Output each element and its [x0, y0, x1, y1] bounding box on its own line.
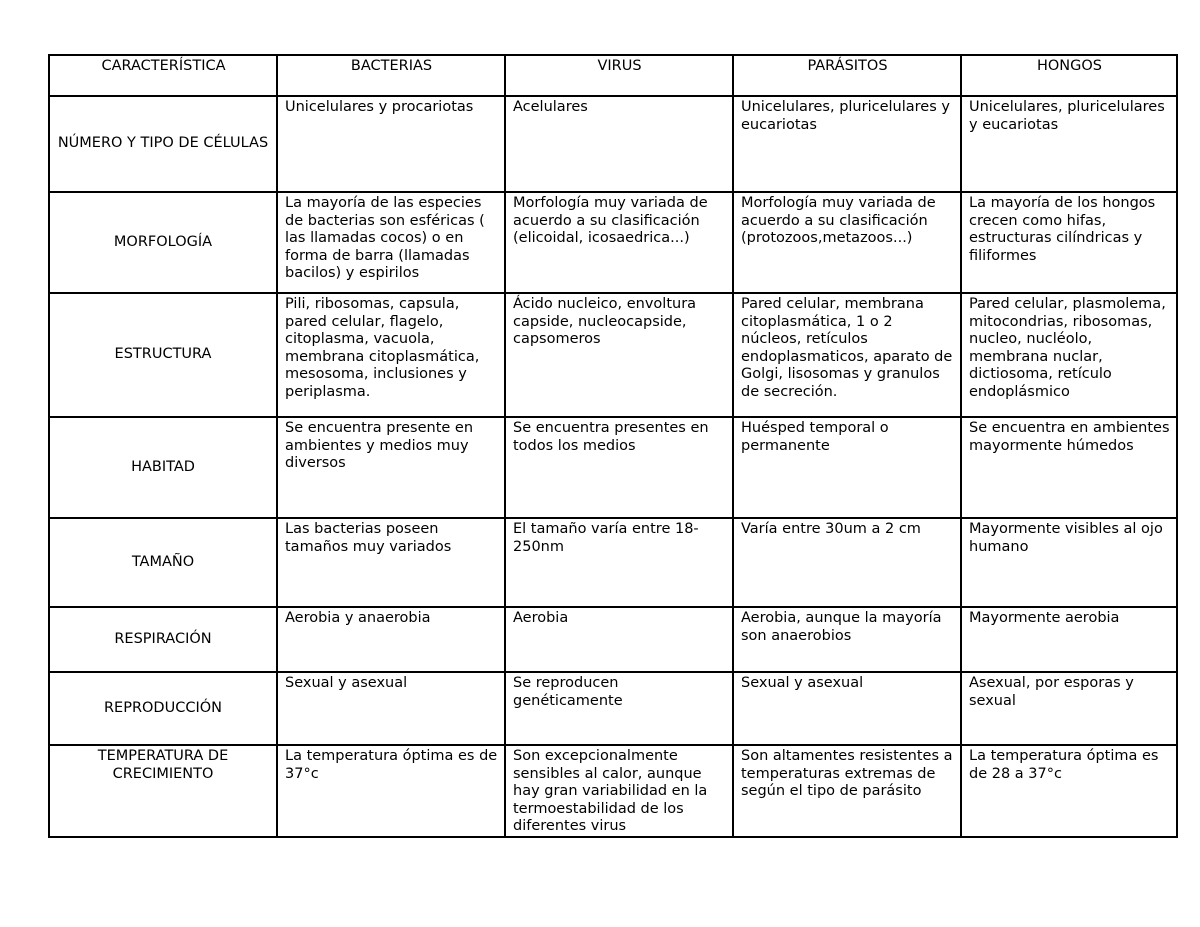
cell-virus: Aerobia [505, 607, 733, 672]
cell-parasitos: Varía entre 30um a 2 cm [733, 518, 961, 607]
header-virus: VIRUS [505, 55, 733, 96]
cell-hongos: Se encuentra en ambientes mayormente húmedos [961, 417, 1177, 518]
cell-virus: Son excepcionalmente sensibles al calor, aunque hay gran variabilidad en la termoestabilidad de los diferentes virus [505, 745, 733, 837]
header-caracteristica: CARACTERÍSTICA [49, 55, 277, 96]
header-parasitos: PARÁSITOS [733, 55, 961, 96]
table-row [49, 607, 1177, 672]
table-row [49, 417, 1177, 518]
row-label-numero-tipo-celulas: NÚMERO Y TIPO DE CÉLULAS [49, 96, 277, 192]
row-label-morfologia: MORFOLOGÍA [49, 192, 277, 293]
cell-virus: Morfología muy variada de acuerdo a su clasificación (elicoidal, icosaedrica...) [505, 192, 733, 293]
table-row [49, 96, 1177, 192]
row-label-estructura: ESTRUCTURA [49, 293, 277, 417]
row-label-temperatura-crecimiento: TEMPERATURA DE CRECIMIENTO [49, 745, 277, 837]
cell-bacterias: Pili, ribosomas, capsula, pared celular, flagelo, citoplasma, vacuola, membrana citoplasmática, mesosoma, inclusiones y periplasma. [277, 293, 505, 417]
cell-parasitos: Son altamentes resistentes a temperaturas extremas de según el tipo de parásito [733, 745, 961, 837]
cell-virus: Ácido nucleico, envoltura capside, nucleocapside, capsomeros [505, 293, 733, 417]
cell-virus: Se encuentra presentes en todos los medios [505, 417, 733, 518]
row-label-reproduccion: REPRODUCCIÓN [49, 672, 277, 745]
cell-hongos: Unicelulares, pluricelulares y eucariotas [961, 96, 1177, 192]
header-bacterias: BACTERIAS [277, 55, 505, 96]
cell-bacterias: La temperatura óptima es de 37°c [277, 745, 505, 837]
table-row [49, 672, 1177, 745]
cell-parasitos: Unicelulares, pluricelulares y eucariotas [733, 96, 961, 192]
cell-hongos: Mayormente visibles al ojo humano [961, 518, 1177, 607]
cell-virus: Acelulares [505, 96, 733, 192]
cell-bacterias: Aerobia y anaerobia [277, 607, 505, 672]
cell-virus: Se reproducen genéticamente [505, 672, 733, 745]
cell-bacterias: Se encuentra presente en ambientes y medios muy diversos [277, 417, 505, 518]
header-hongos: HONGOS [961, 55, 1177, 96]
row-label-tamano: TAMAÑO [49, 518, 277, 607]
cell-bacterias: La mayoría de las especies de bacterias son esféricas ( las llamadas cocos) o en forma de barra (llamadas bacilos) y espirilos [277, 192, 505, 293]
cell-hongos: La temperatura óptima es de 28 a 37°c [961, 745, 1177, 837]
cell-bacterias: Unicelulares y procariotas [277, 96, 505, 192]
comparison-table [48, 54, 1178, 838]
cell-parasitos: Sexual y asexual [733, 672, 961, 745]
cell-virus: El tamaño varía entre 18-250nm [505, 518, 733, 607]
row-label-respiracion: RESPIRACIÓN [49, 607, 277, 672]
cell-parasitos: Huésped temporal o permanente [733, 417, 961, 518]
cell-parasitos: Morfología muy variada de acuerdo a su clasificación (protozoos,metazoos...) [733, 192, 961, 293]
cell-hongos: La mayoría de los hongos crecen como hifas, estructuras cilíndricas y filiformes [961, 192, 1177, 293]
cell-parasitos: Aerobia, aunque la mayoría son anaerobios [733, 607, 961, 672]
table-row [49, 745, 1177, 837]
header-row [49, 55, 1177, 96]
cell-hongos: Mayormente aerobia [961, 607, 1177, 672]
cell-parasitos: Pared celular, membrana citoplasmática, 1 o 2 núcleos, retículos endoplasmaticos, aparato de Golgi, lisosomas y granulos de secreción. [733, 293, 961, 417]
cell-hongos: Pared celular, plasmolema, mitocondrias, ribosomas, nucleo, nucléolo, membrana nuclar, dictiosoma, retículo endoplásmico [961, 293, 1177, 417]
table-row [49, 192, 1177, 293]
cell-bacterias: Las bacterias poseen tamaños muy variados [277, 518, 505, 607]
cell-hongos: Asexual, por esporas y sexual [961, 672, 1177, 745]
row-label-habitad: HABITAD [49, 417, 277, 518]
cell-bacterias: Sexual y asexual [277, 672, 505, 745]
table-row [49, 518, 1177, 607]
table-row [49, 293, 1177, 417]
